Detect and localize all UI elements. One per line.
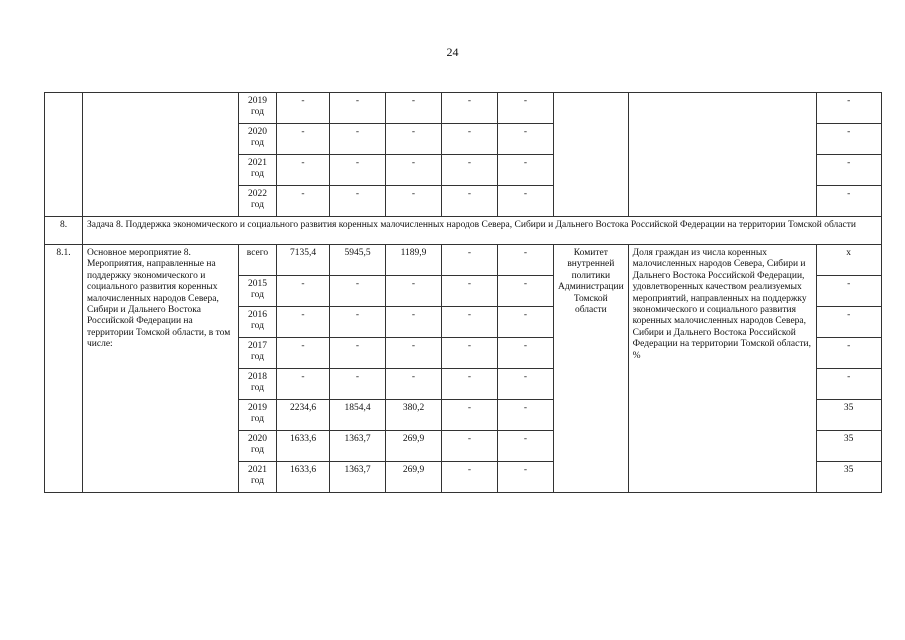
value-cell: -	[277, 124, 330, 155]
indicator-value-cell: х	[816, 245, 881, 276]
value-cell: -	[277, 93, 330, 124]
value-cell: -	[498, 400, 554, 431]
indicator-value-cell: -	[816, 338, 881, 369]
value-cell: -	[442, 93, 498, 124]
value-cell: 1633,6	[277, 462, 330, 493]
year-cell: 2015 год	[239, 276, 277, 307]
value-cell: -	[277, 307, 330, 338]
value-cell: 269,9	[386, 462, 442, 493]
value-cell: -	[498, 369, 554, 400]
value-cell: -	[442, 462, 498, 493]
value-cell: 1633,6	[277, 431, 330, 462]
value-cell: -	[498, 93, 554, 124]
value-cell: 2234,6	[277, 400, 330, 431]
value-cell: -	[277, 155, 330, 186]
year-cell: всего	[239, 245, 277, 276]
indicator-value-cell: -	[816, 186, 881, 217]
value-cell: -	[330, 124, 386, 155]
value-cell: -	[498, 307, 554, 338]
task-row	[45, 217, 882, 245]
measure-number: 8.1.	[45, 245, 83, 493]
value-cell: -	[498, 124, 554, 155]
value-cell: 1189,9	[386, 245, 442, 276]
task-number: 8.	[45, 217, 83, 245]
value-cell: -	[330, 338, 386, 369]
value-cell: -	[386, 369, 442, 400]
value-cell: -	[330, 93, 386, 124]
number-cell	[45, 93, 83, 217]
value-cell: -	[498, 338, 554, 369]
indicator-cell: Доля граждан из числа коренных малочисленных народов Севера, Сибири и Дальнего Востока Российской Федерации, удовлетворенных качеством реализуемых мероприятий, направленных на поддержку экономического и социального развития коренных малочисленных народов Севера, Сибири и Дальнего Востока Российской Федерации на территории Томской области, %	[628, 245, 816, 493]
indicator-value-cell: 35	[816, 431, 881, 462]
value-cell: -	[330, 369, 386, 400]
value-cell: -	[498, 245, 554, 276]
value-cell: -	[330, 155, 386, 186]
value-cell: 269,9	[386, 431, 442, 462]
value-cell: -	[442, 369, 498, 400]
value-cell: -	[442, 155, 498, 186]
value-cell: -	[277, 338, 330, 369]
page-number: 24	[446, 45, 459, 59]
value-cell: -	[386, 124, 442, 155]
value-cell: -	[498, 155, 554, 186]
year-cell: 2019 год	[239, 400, 277, 431]
program-table	[44, 92, 882, 493]
value-cell: 7135,4	[277, 245, 330, 276]
value-cell: -	[498, 276, 554, 307]
value-cell: -	[442, 124, 498, 155]
year-cell: 2016 год	[239, 307, 277, 338]
value-cell: -	[386, 338, 442, 369]
indicator-value-cell: -	[816, 124, 881, 155]
year-cell: 2017 год	[239, 338, 277, 369]
indicator-value-cell: -	[816, 369, 881, 400]
indicator-value-cell: 35	[816, 462, 881, 493]
indicator-value-cell: 35	[816, 400, 881, 431]
value-cell: -	[277, 369, 330, 400]
value-cell: -	[442, 276, 498, 307]
task-text: Задача 8. Поддержка экономического и социального развития коренных малочисленных народов Севера, Сибири и Дальнего Востока Российской Федерации на территории Томской области	[83, 217, 882, 245]
year-cell: 2020 год	[239, 124, 277, 155]
indicator-value-cell: -	[816, 307, 881, 338]
value-cell: -	[442, 186, 498, 217]
value-cell: 1363,7	[330, 431, 386, 462]
indicator-value-cell: -	[816, 93, 881, 124]
value-cell: 5945,5	[330, 245, 386, 276]
year-cell: 2019 год	[239, 93, 277, 124]
value-cell: -	[442, 431, 498, 462]
value-cell: -	[330, 186, 386, 217]
table-row	[45, 93, 882, 124]
indicator-cell	[628, 93, 816, 217]
executor-cell: Комитет внутренней политики Администрации Томской области	[554, 245, 629, 493]
value-cell: -	[386, 186, 442, 217]
indicator-value-cell: -	[816, 276, 881, 307]
year-cell: 2022 год	[239, 186, 277, 217]
value-cell: -	[386, 276, 442, 307]
value-cell: 1363,7	[330, 462, 386, 493]
table-row	[45, 245, 882, 276]
value-cell: 380,2	[386, 400, 442, 431]
value-cell: -	[498, 462, 554, 493]
value-cell: -	[442, 338, 498, 369]
table-body	[45, 93, 882, 493]
value-cell: -	[386, 155, 442, 186]
year-cell: 2021 год	[239, 462, 277, 493]
value-cell: -	[386, 307, 442, 338]
indicator-value-cell: -	[816, 155, 881, 186]
value-cell: -	[442, 400, 498, 431]
year-cell: 2021 год	[239, 155, 277, 186]
value-cell: -	[498, 431, 554, 462]
value-cell: -	[442, 245, 498, 276]
value-cell: -	[277, 276, 330, 307]
value-cell: -	[386, 93, 442, 124]
executor-cell	[554, 93, 629, 217]
measure-name: Основное мероприятие 8. Мероприятия, направленные на поддержку экономического и социального развития коренных малочисленных народов Севера, Сибири и Дальнего Востока Российской Федерации на территории Томской области, в том числе:	[83, 245, 239, 493]
value-cell: -	[442, 307, 498, 338]
value-cell: -	[330, 276, 386, 307]
value-cell: -	[277, 186, 330, 217]
value-cell: 1854,4	[330, 400, 386, 431]
year-cell: 2018 год	[239, 369, 277, 400]
name-cell	[83, 93, 239, 217]
value-cell: -	[498, 186, 554, 217]
value-cell: -	[330, 307, 386, 338]
year-cell: 2020 год	[239, 431, 277, 462]
